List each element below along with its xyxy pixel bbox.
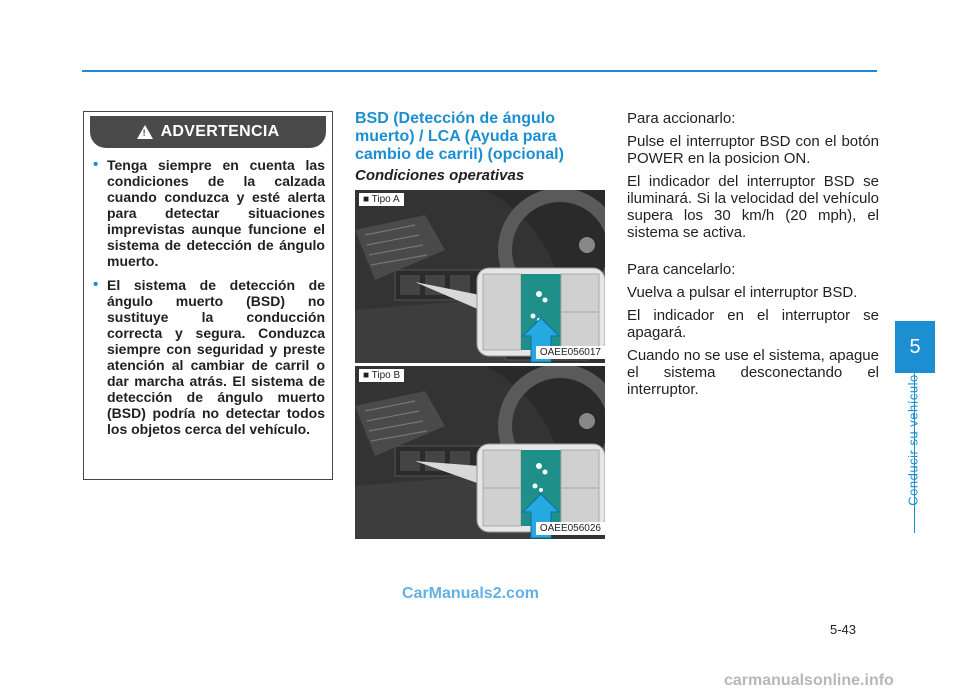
- warning-header: [90, 116, 326, 148]
- warning-title: ADVERTENCIA: [160, 123, 280, 140]
- figure-code: OAEE056026: [536, 522, 605, 535]
- warning-item: • El sistema de detección de ángulo muerto (BSD) no sustituye la conducción correcta y segura. Conduzca siempre con seguridad y preste atención al cambiar de carril o dar marcha atrás. El sistema de detección de ángulo muerto (BSD) podría no detectar todos los objetos cerca del vehículo.: [91, 277, 325, 437]
- paragraph: El indicador del interruptor BSD se iluminará. Si la velocidad del vehículo supera los 30 km/h (20 mph), el sistema se activa.: [627, 173, 879, 241]
- paragraph: Para cancelarlo:: [627, 261, 736, 278]
- paragraph: Para accionarlo:: [627, 110, 736, 127]
- section-subtitle: Condiciones operativas: [355, 167, 525, 184]
- figure-code: OAEE056017: [536, 346, 605, 359]
- chapter-label: [878, 370, 948, 510]
- warning-triangle-icon: [137, 125, 153, 139]
- figure-tag: ■ Tipo A: [359, 193, 404, 206]
- paragraph: Cuando no se use el sistema, apague el sistema desconectando el interruptor.: [627, 347, 879, 398]
- watermark-link[interactable]: CarManuals2.com: [402, 585, 539, 602]
- figure-type-a: [355, 190, 605, 363]
- section-title: BSD (Detección de ángulo muerto) / LCA (Ayuda para cambio de carril) (opcional): [355, 110, 564, 163]
- warning-item: • Tenga siempre en cuenta las condiciones de la calzada cuando conduzca y esté alerta para detectar situaciones imprevistas aunque funcione el sistema de detección de ángulo muerto.: [91, 157, 325, 269]
- chapter-label-text: Conducir su vehículo: [905, 374, 921, 506]
- figure-type-b: [355, 366, 605, 539]
- header-rule: [82, 70, 877, 72]
- paragraph: Vuelva a pulsar el interruptor BSD.: [627, 284, 858, 301]
- paragraph: Pulse el interruptor BSD con el botón POWER en la posicion ON.: [627, 133, 879, 167]
- warning-list: [91, 157, 325, 445]
- spacer: [627, 247, 879, 261]
- chapter-tab[interactable]: [895, 321, 935, 373]
- page-number: 5-43: [830, 622, 857, 637]
- watermark-footer[interactable]: carmanualsonline.info: [724, 672, 894, 689]
- body-text: [627, 110, 879, 404]
- figure-tag: ■ Tipo B: [359, 369, 404, 382]
- dashboard-illustration-b: [355, 366, 605, 539]
- dashboard-illustration-a: [355, 190, 605, 363]
- warning-box: [83, 111, 333, 480]
- chapter-number: 5: [909, 335, 921, 358]
- paragraph: El indicador en el interruptor se apagará.: [627, 307, 879, 341]
